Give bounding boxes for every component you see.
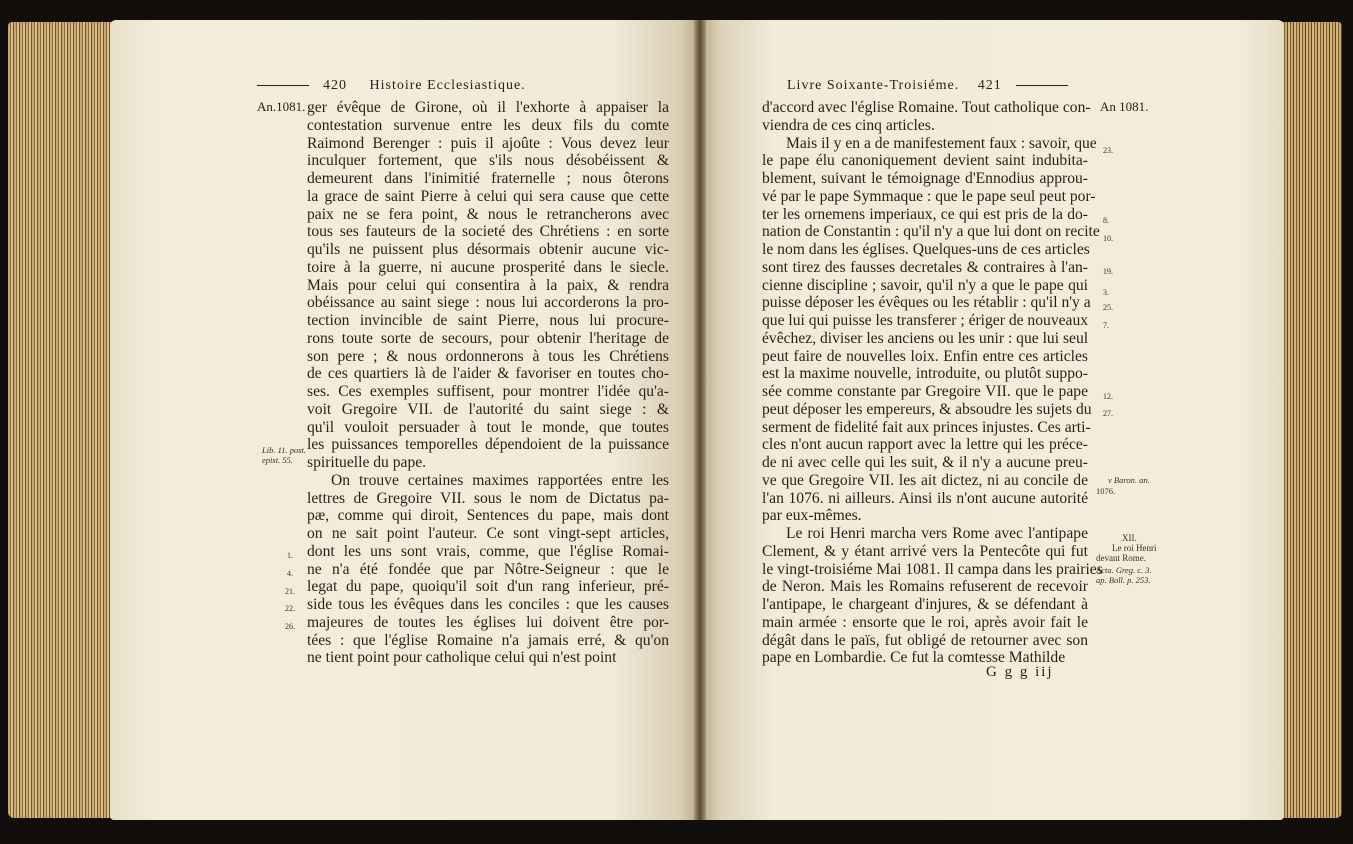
text-line: paix ne se fera point, & nous le retrancherons avec (307, 205, 669, 223)
text-line: dégât dans le païs, fut obligé de retourner avec son (762, 631, 1088, 649)
text-line: contestation survenue entre les deux fils du comte (307, 116, 669, 134)
text-line: vé par le pape Symmaque : que le pape seul peut por- (762, 187, 1096, 205)
right-section-title: devant Rome. (1096, 553, 1146, 563)
text-line: est la maxime nouvelle, introduite, ou plutôt suppo- (762, 365, 1088, 383)
text-line: pæ, comme qui diroit, Sentences du pape, mais dont (307, 507, 669, 525)
text-line: main armée : ensorte que le roi, après avoir fait le (762, 613, 1088, 631)
right-year-marginal: An 1081. (1100, 99, 1149, 114)
text-line: le nom dans les églises. Quelques-uns de ces articles (762, 241, 1090, 258)
book-gutter (694, 20, 706, 820)
left-body-text (307, 99, 669, 667)
text-line: Mais pour celui qui consentira à la paix, & rendra (307, 276, 669, 294)
text-line: ses. Ces exemples suffisent, pour montrer l'idée qu'a- (307, 383, 669, 400)
text-line: de ces quartiers là de l'aider & favoriser en toutes cho- (307, 365, 669, 383)
right-margin-number: 25. (1103, 303, 1113, 312)
text-line: Clement, & y étant arrivé vers la Pentecôte qui fut (762, 542, 1088, 560)
right-margin-number: 12. (1103, 392, 1113, 401)
text-line: puisse déposer les évêques ou les rétablir : qu'il n'y a (762, 294, 1091, 312)
text-line: dont les uns sont vrais, comme, que l'église Romai- (307, 542, 669, 560)
left-running-title: Histoire Ecclesiastique. (369, 78, 526, 93)
text-line: qu'il vouloit persuader à tout le monde, que toutes (307, 418, 669, 436)
text-line: sée comme constante par Gregoire VII. que le pape (762, 383, 1088, 400)
left-year-marginal: An.1081. (257, 99, 306, 114)
text-line: nation de Constantin : qu'il n'y a que lui dont on recite (762, 223, 1100, 241)
text-line: blement, suivant le témoignage d'Ennodius approu- (762, 170, 1088, 187)
text-line: On trouve certaines maximes rapportées entre les (331, 471, 669, 489)
right-margin-number: 8. (1103, 216, 1109, 225)
text-line: rons toute sorte de secours, pour obtenir l'heritage de (307, 329, 669, 347)
text-line: tées : que l'église Romaine n'a jamais erré, & qu'on (307, 631, 669, 649)
text-line: cienne discipline ; savoir, qu'il n'y a que le pape qui (762, 276, 1088, 294)
text-line: de Neron. Mais les Romains refuserent de recevoir (762, 578, 1088, 596)
signature-mark: G g g iij (986, 664, 1054, 680)
right-running-title: Livre Soixante-Troisiéme. (787, 78, 960, 93)
text-line: son pere ; & nous ordonnerons à tous les Chrétiens (307, 347, 669, 365)
head-rule (1016, 85, 1068, 86)
text-line: serment de fidelité fait aux princes injustes. Ces arti- (762, 418, 1091, 436)
text-line: ve que Gregoire VII. les ait dictez, ni au concile de (762, 471, 1088, 489)
text-line: évêchez, diviser les anciens ou les unir : que lui seul (762, 329, 1089, 347)
text-line: Le roi Henri marcha vers Rome avec l'antipape (786, 525, 1088, 542)
text-line: voit Gregoire VII. de l'autorité du saint siege : & (307, 400, 669, 418)
text-line: demeurent dans l'inimitié fraternelle ; nous ôterons (307, 170, 669, 187)
right-margin-number: 19. (1103, 267, 1113, 276)
text-line: qu'ils ne puissent plus désormais obtenir aucune vic- (307, 241, 669, 258)
text-line: legat du pape, quoiqu'il soit d'un rang inferieur, pré- (307, 578, 669, 596)
right-section-number: XII. (1122, 533, 1137, 543)
text-line: peut faire de nouvelles loix. Enfin entre ces articles (762, 347, 1088, 365)
left-note-lib: Lib. 11. post. (262, 445, 307, 455)
text-line: tection invincible de saint Pierre, nous lui procure- (307, 312, 669, 329)
text-line: d'accord avec l'église Romaine. Tout catholique con- (762, 99, 1091, 116)
left-margin-number: 21. (285, 587, 295, 596)
left-margin-number: 22. (285, 604, 295, 613)
right-page-number: 421 (977, 78, 1002, 93)
text-line: lettres de Gregoire VII. sous le nom de Dictatus pa- (307, 489, 669, 507)
text-line: ter les ornemens imperiaux, ce qui est pris de la do- (762, 205, 1088, 223)
left-margin-number: 4. (287, 569, 293, 578)
right-margin-number: 3. (1103, 288, 1109, 297)
text-line: spirituelle du pape. (307, 454, 427, 471)
head-rule (257, 85, 309, 86)
right-note-baron: v Baron. an. (1108, 475, 1150, 485)
text-line: peut déposer les empereurs, & absoudre les sujets du (762, 400, 1092, 418)
text-line: ger évêque de Girone, où il l'exhorte à appaiser la (307, 99, 669, 116)
left-running-head (257, 78, 526, 94)
book-page-edges-left (8, 22, 112, 818)
text-line: side tous les évêques dans les conciles : que les causes (307, 596, 669, 613)
text-line: le pape élu canoniquement devient saint indubita- (762, 152, 1088, 170)
right-margin-number: 23. (1103, 146, 1113, 155)
left-margin-number: 1. (287, 551, 293, 560)
text-line: les puissances temporelles dépendoient de la puissance (307, 436, 669, 454)
text-line: par eux-mêmes. (762, 507, 862, 525)
text-line: majeures de toutes les églises lui doivent être por- (307, 613, 669, 631)
left-margin-number: 26. (285, 622, 295, 631)
right-running-head (787, 78, 1068, 94)
right-note-boll: ap. Boll. p. 253. (1096, 575, 1151, 585)
text-line: tous ses fauteurs de la societé des Chrétiens : en sorte (307, 223, 669, 241)
right-body-text (762, 99, 1103, 667)
text-line: cles n'ont aucun rapport avec la lettre qui les préce- (762, 436, 1088, 454)
text-line: ne tient point pour catholique celui qui n'est point (307, 649, 617, 667)
text-line: Raimond Berenger : puis il ajoûte : Vous devez leur (307, 134, 669, 152)
text-line: inculquer fortement, que s'ils nous désobéissent & (307, 152, 669, 170)
left-page-number: 420 (323, 78, 347, 93)
text-line: l'an 1076. ni ailleurs. Ainsi ils n'ont aucune autorité (762, 489, 1088, 507)
left-note-epist: epist. 55. (262, 455, 293, 465)
text-line: on ne sait point l'auteur. Ce sont vingt-sept articles, (307, 525, 669, 542)
right-margin-number: 10. (1103, 234, 1113, 243)
text-line: de ni avec celle qui les suit, & il n'y a aucune preu- (762, 454, 1088, 471)
text-line: viendra de ces cinq articles. (762, 116, 935, 134)
right-note-acta: Acta. Greg. c. 3. (1096, 565, 1152, 575)
text-line: le vingt-troisiéme Mai 1081. Il campa dans les prairies (762, 560, 1103, 578)
book-page-edges-right (1282, 22, 1342, 818)
text-line: ne n'a été fondée que par Nôtre-Seigneur : que le (307, 560, 669, 578)
right-margin-number: 7. (1103, 321, 1109, 330)
text-line: que lui qui puisse les transferer ; ériger de nouveaux (762, 312, 1089, 329)
text-line: obéissance au saint siege : nous lui accorderons la pro- (307, 294, 669, 312)
text-line: l'antipape, le chargeant d'injures, & se défendant à (762, 596, 1088, 613)
text-line: pape en Lombardie. Ce fut la comtesse Mathilde (762, 649, 1066, 667)
text-line: toire à la guerre, ni aucune prosperité dans le siecle. (307, 258, 669, 276)
right-margin-number: 27. (1103, 409, 1113, 418)
text-line: sont tirez des fausses decretales & contraires à l'an- (762, 258, 1088, 276)
text-line: Mais il y en a de manifestement faux : savoir, que (786, 134, 1097, 152)
text-line: la grace de saint Pierre à celui qui sera cause que cette (307, 187, 669, 205)
right-section-title: Le roi Henri (1112, 543, 1157, 553)
right-note-year: 1076. (1096, 486, 1116, 496)
